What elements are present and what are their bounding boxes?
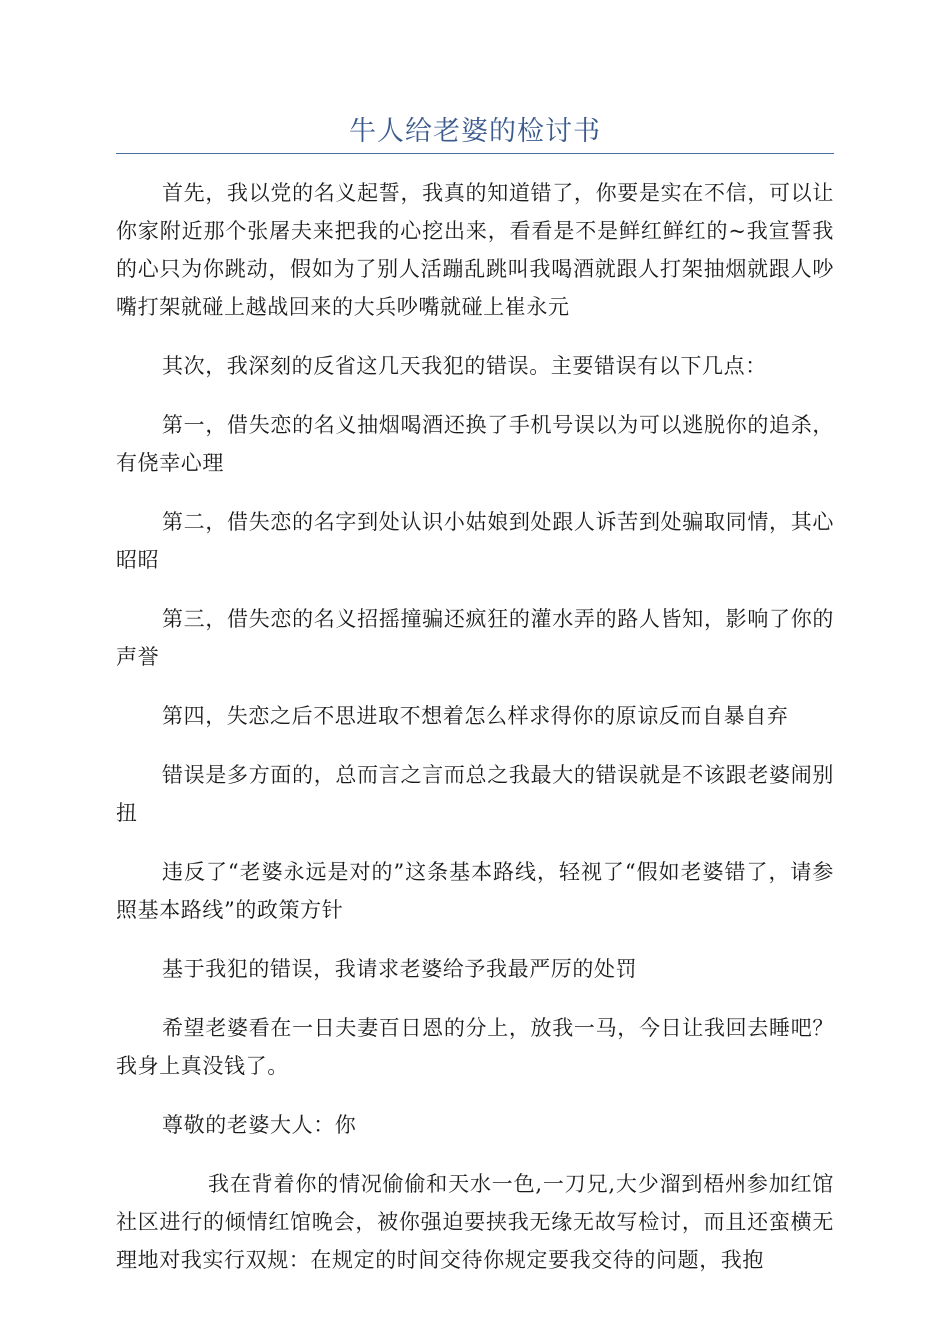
document-title: 牛人给老婆的检讨书 xyxy=(349,116,601,147)
paragraph-3: 第一，借失恋的名义抽烟喝酒还换了手机号误以为可以逃脱你的追杀，有侥幸心理 xyxy=(116,413,834,475)
paragraph-8: 违反了“老婆永远是对的”这条基本路线，轻视了“假如老婆错了，请参照基本路线”的政策方针 xyxy=(116,860,834,922)
paragraph-10: 希望老婆看在一日夫妻百日恩的分上，放我一马，今日让我回去睡吧？我身上真没钱了。 xyxy=(116,1016,834,1078)
paragraph-5: 第三，借失恋的名义招摇撞骗还疯狂的灌水弄的路人皆知，影响了你的声誉 xyxy=(116,607,834,669)
paragraph-4: 第二，借失恋的名字到处认识小姑娘到处跟人诉苦到处骗取同情，其心昭昭 xyxy=(116,510,834,572)
paragraph-7: 错误是多方面的，总而言之言而总之我最大的错误就是不该跟老婆闹别扭 xyxy=(116,763,834,825)
paragraph-9: 基于我犯的错误，我请求老婆给予我最严厉的处罚 xyxy=(162,957,638,981)
paragraph-6: 第四，失恋之后不思进取不想着怎么样求得你的原谅反而自暴自弃 xyxy=(162,704,789,728)
paragraph-2: 其次，我深刻的反省这几天我犯的错误。主要错误有以下几点： xyxy=(162,354,767,378)
document-body xyxy=(116,174,834,1300)
paragraph-12: 我在背着你的情况偷偷和天水一色,一刀兄,大少溜到梧州参加红馆社区进行的倾情红馆晚会，被你强迫要挟我无缘无故写检讨，而且还蛮横无理地对我实行双规：在规定的时间交待你规定要我交待的问题，我抱 xyxy=(116,1172,834,1272)
title-underline xyxy=(116,153,834,154)
paragraph-1: 首先，我以党的名义起誓，我真的知道错了，你要是实在不信，可以让你家附近那个张屠夫来把我的心挖出来，看看是不是鲜红鲜红的~我宣誓我的心只为你跳动，假如为了别人活蹦乱跳叫我喝酒就跟人打架抽烟就跟人吵嘴打架就碰上越战回来的大兵吵嘴就碰上崔永元 xyxy=(116,181,834,319)
paragraph-11: 尊敬的老婆大人：你 xyxy=(162,1113,357,1137)
